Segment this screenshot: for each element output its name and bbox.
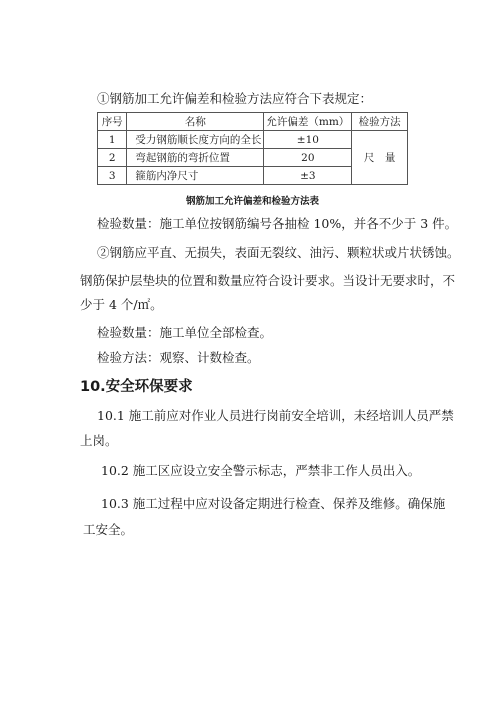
header-name: 名称 (127, 113, 264, 131)
header-method: 检验方法 (352, 113, 408, 131)
header-no: 序号 (98, 113, 127, 131)
inspection-quantity-1: 检验数量：施工单位按钢筋编号各抽检 10%，并各不少于 3 件。 (97, 216, 458, 231)
safety-item-10-3-line-1: 10.3 施工过程中应对设备定期进行检查、保养及维修。确保施 (101, 496, 446, 511)
table-row (98, 131, 408, 149)
inspection-method: 检验方法：观察、计数检查。 (97, 350, 260, 365)
row-tolerance: 20 (264, 149, 352, 167)
cover-block-line-1: 钢筋保护层垫块的位置和数量应符合设计要求。当设计无要求时，不 (80, 273, 456, 288)
row-tolerance: ±3 (264, 167, 352, 185)
table-header-row (98, 113, 408, 131)
safety-item-10-2: 10.2 施工区应设立安全警示标志，严禁非工作人员出入。 (101, 463, 421, 478)
tolerance-table (97, 112, 408, 185)
cover-block-line-2: 少于 4 个/㎡。 (80, 297, 163, 312)
header-tolerance: 允许偏差（mm） (264, 113, 352, 131)
row-tolerance: ±10 (264, 131, 352, 149)
safety-item-10-3-line-2: 工安全。 (83, 522, 134, 537)
safety-item-10-1-line-2: 上岗。 (80, 433, 118, 448)
row-name: 弯起钢筋的弯折位置 (127, 149, 264, 167)
row-no: 2 (98, 149, 127, 167)
row-no: 3 (98, 167, 127, 185)
row-name: 受力钢筋顺长度方向的全长 (127, 131, 264, 149)
safety-item-10-1-line-1: 10.1 施工前应对作业人员进行岗前安全培训，未经培训人员严禁 (97, 408, 454, 423)
section-heading: 10.安全环保要求 (80, 379, 193, 395)
row-name: 箍筋内净尺寸 (127, 167, 264, 185)
rebar-straightness: ②钢筋应平直、无损失，表面无裂纹、油污、颗粒状或片状锈蚀。 (97, 245, 460, 260)
table-intro: ①钢筋加工允许偏差和检验方法应符合下表规定： (97, 91, 373, 106)
inspection-quantity-2: 检验数量：施工单位全部检查。 (97, 325, 273, 340)
table-caption: 钢筋加工允许偏差和检验方法表 (185, 196, 319, 207)
method-cell: 尺 量 (352, 131, 408, 185)
row-no: 1 (98, 131, 127, 149)
